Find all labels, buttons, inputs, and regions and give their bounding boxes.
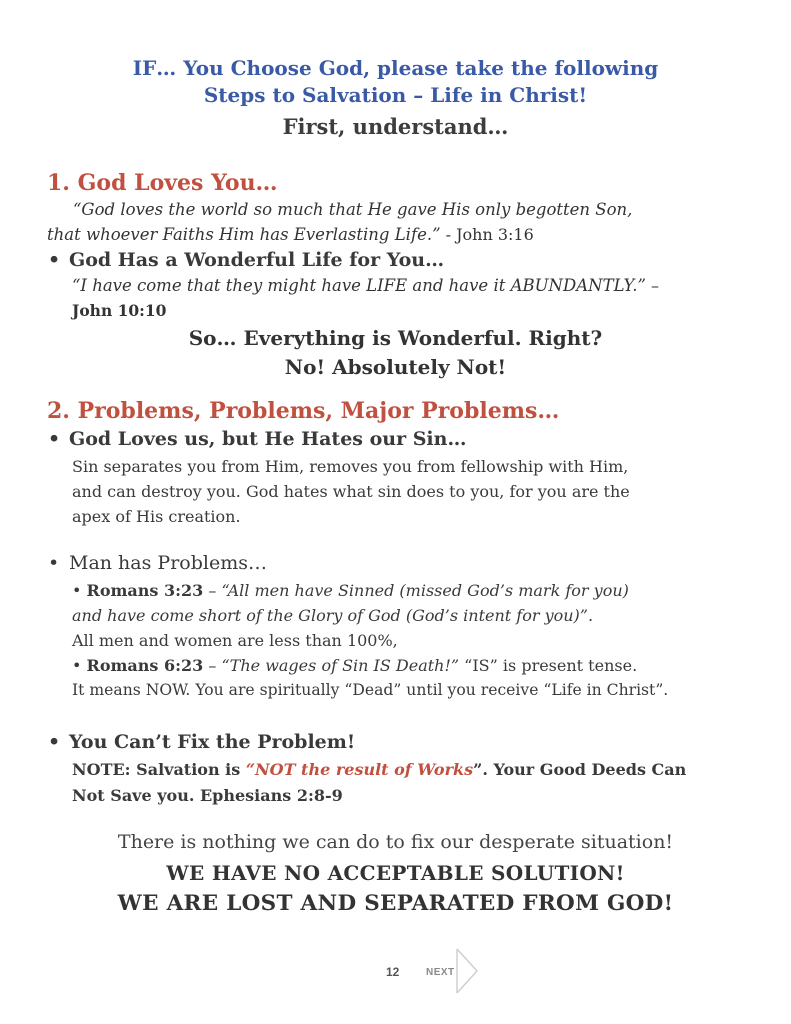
section1-bullet-ref: John 10:10 xyxy=(72,301,167,320)
page-subtitle: First, understand… xyxy=(282,114,509,139)
section2-b2-mark: • xyxy=(48,552,60,574)
section2-b2-r2-dot: • xyxy=(72,656,87,675)
section2-b2-romans323-row xyxy=(72,581,629,600)
section2-b3-line2-row xyxy=(72,786,343,805)
section1-bullet-quote: “I have come that they might have LIFE and have it ABUNDANTLY.” xyxy=(72,276,646,295)
section1-quote-ref: - John 3:16 xyxy=(440,225,534,244)
section2-b2-r1-ref: Romans 3:23 xyxy=(86,581,204,600)
closing-line3: WE ARE LOST AND SEPARATED FROM GOD! xyxy=(117,891,674,916)
section2-b2-r2-line2: It means NOW. You are spiritually “Dead” until you receive “Life in Christ”. xyxy=(72,681,669,699)
section1-center-line2: No! Absolutely Not! xyxy=(284,355,507,379)
closing-line1: There is nothing we can do to fix our desperate situation! xyxy=(117,831,674,853)
section2-b2-r2-dash: – xyxy=(203,656,222,675)
next-button[interactable] xyxy=(424,947,484,997)
page-title-line1: IF… You Choose God, please take the following xyxy=(132,56,659,80)
section2-b2-r1-quote2: and have come short of the Glory of God (God’s intent for you)”. xyxy=(72,606,594,625)
section2-b2-r2-rest: “IS” is present tense. xyxy=(459,656,638,675)
section1-quote-line2-row xyxy=(47,225,534,244)
section1-quote-line1: “God loves the world so much that He gave His only begotten Son, xyxy=(73,200,633,219)
closing-line2: WE HAVE NO ACCEPTABLE SOLUTION! xyxy=(166,861,625,885)
page-title-line2: Steps to Salvation – Life in Christ! xyxy=(203,83,588,107)
section2-b2-heading: Man has Problems… xyxy=(69,552,267,574)
section2-b1-heading: God Loves us, but He Hates our Sin… xyxy=(69,428,467,450)
section2-b3-note-red: “NOT the result of Works xyxy=(245,760,474,779)
section2-b3-mark: • xyxy=(48,731,61,753)
section2-b2-r1-dash: – xyxy=(203,581,222,600)
section2-b3-note-rest: ”. Your Good Deeds Can xyxy=(473,760,687,779)
section2-b2-romans623-row xyxy=(72,656,637,675)
section2-b3-note-label: NOTE: Salvation is xyxy=(72,760,246,779)
section2-b1-line2: and can destroy you. God hates what sin does to you, for you are the xyxy=(72,482,630,501)
section1-center-line1: So… Everything is Wonderful. Right? xyxy=(188,326,603,350)
section2-b3-line2-ref: Ephesians 2:8-9 xyxy=(199,786,343,805)
section2-b2-r2-ref: Romans 6:23 xyxy=(86,656,204,675)
section1-bullet-quote-row xyxy=(72,276,659,295)
section1-bullet-heading: God Has a Wonderful Life for You… xyxy=(69,249,445,271)
section1-bullet-dash: – xyxy=(645,276,660,295)
page-number: 12 xyxy=(386,965,400,979)
section2-b2-r2-quote: “The wages of Sin IS Death!” xyxy=(221,656,460,675)
chevron-right-icon xyxy=(454,947,480,995)
section2-b3-heading: You Can’t Fix the Problem! xyxy=(69,731,356,753)
section2-b2-r1-dot: • xyxy=(72,581,87,600)
section1-bullet-mark: • xyxy=(48,249,61,271)
section2-heading: 2. Problems, Problems, Major Problems… xyxy=(47,398,560,424)
section2-b3-note-row xyxy=(72,760,686,779)
next-label: NEXT xyxy=(426,967,455,978)
section2-b2-plain-line: All men and women are less than 100%, xyxy=(72,631,398,650)
section2-b1-mark: • xyxy=(48,428,61,450)
section2-b1-line1: Sin separates you from Him, removes you from fellowship with Him, xyxy=(72,457,629,476)
section2-b3-line2-plain: Not Save you. xyxy=(72,786,200,805)
section2-b1-line3: apex of His creation. xyxy=(72,507,241,526)
section2-b2-r1-quote: “All men have Sinned (missed God’s mark for you) xyxy=(221,581,629,600)
section1-heading: 1. God Loves You… xyxy=(47,170,278,196)
section1-quote-line2: that whoever Faiths Him has Everlasting Life.” xyxy=(47,225,441,244)
